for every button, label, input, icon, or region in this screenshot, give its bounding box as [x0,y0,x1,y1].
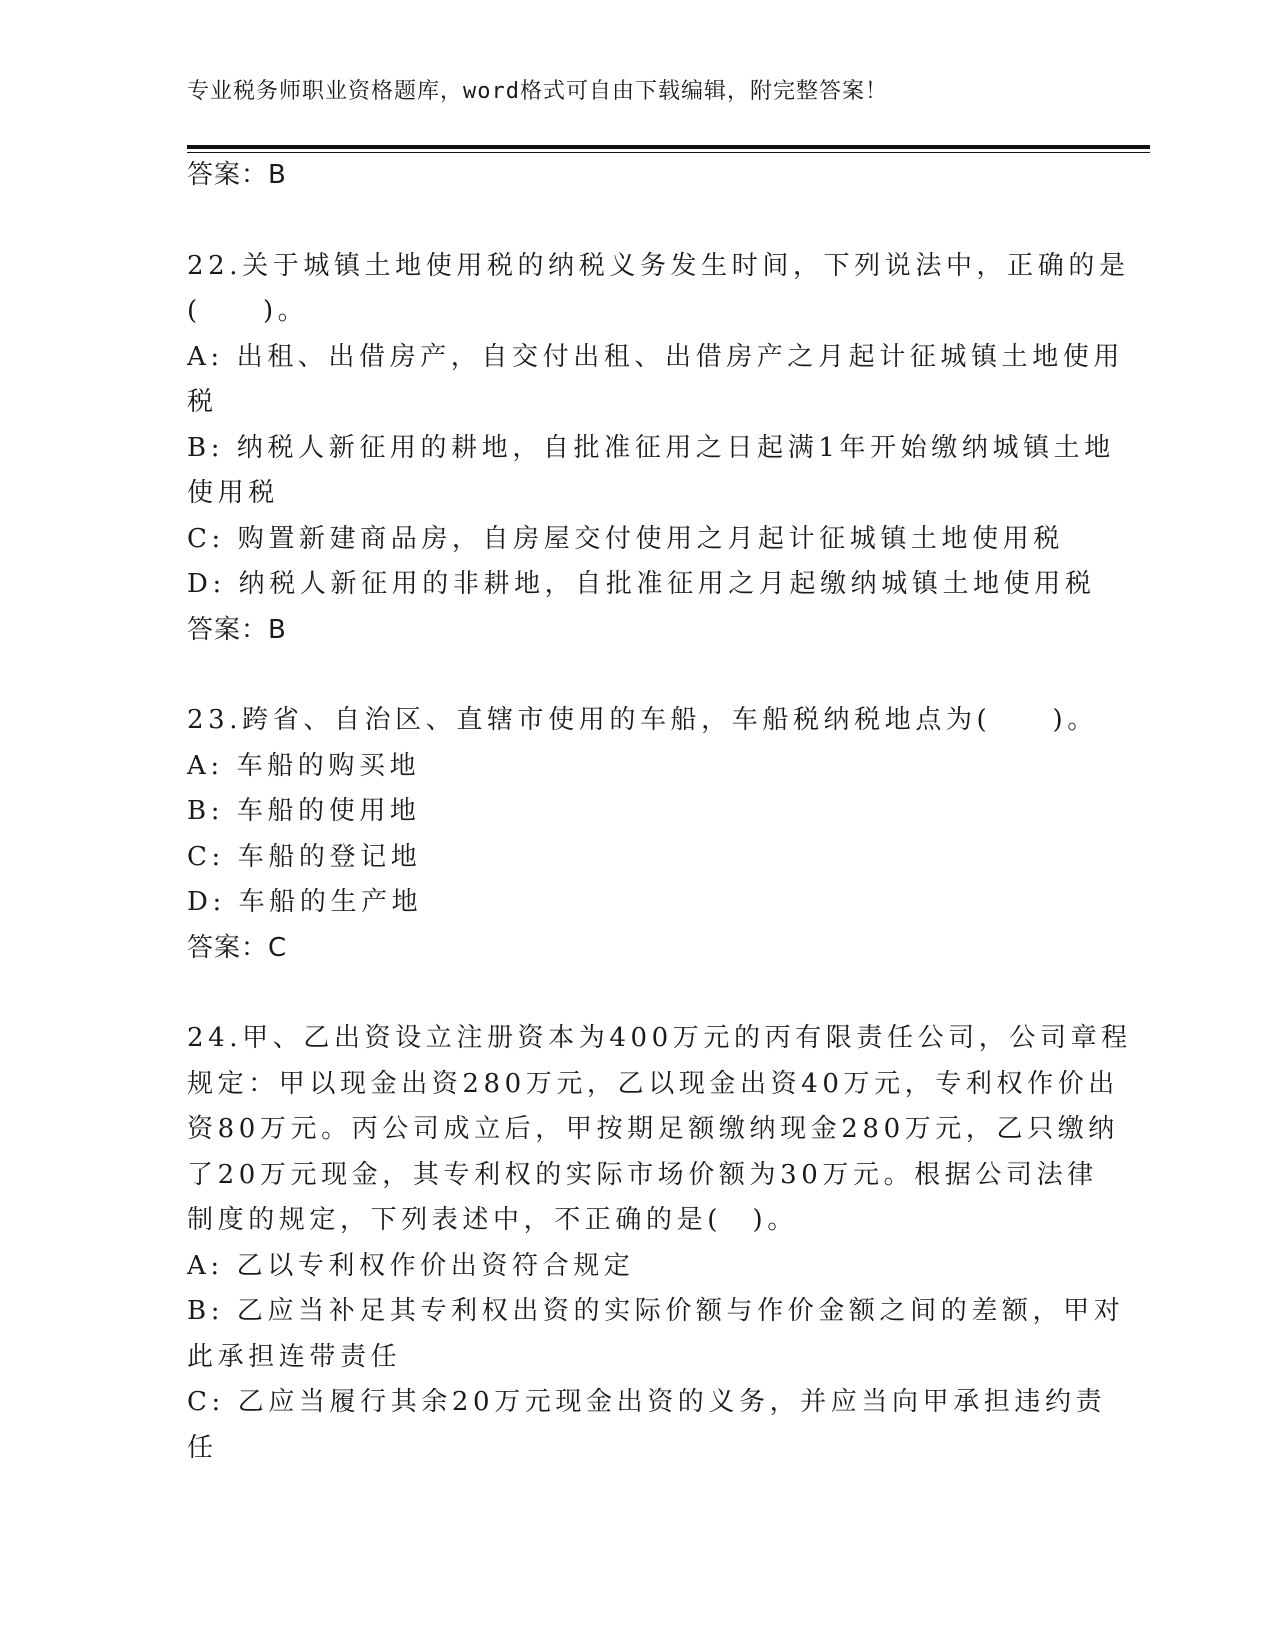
option-b: B: 车船的使用地 [187,796,421,826]
page-header: 专业税务师职业资格题库，word格式可自由下载编辑，附完整答案！ [187,79,888,104]
option-a: A: 车船的购买地 [187,750,421,781]
option-b: B: 纳税人新征用的耕地，自批准征用之日起满1年开始缴纳城镇土地 [187,432,1115,463]
option-b-cont: 使用税 [187,478,279,508]
question-text: 23.跨省、自治区、直辖市使用的车船，车船税纳税地点为( )。 [187,705,1098,735]
question-text: 制度的规定，下列表述中，不正确的是( )。 [187,1205,798,1235]
block-gap [187,653,1087,698]
answer-line: 答案：B [187,160,287,190]
question-22 [187,244,1130,654]
option-b: B: 乙应当补足其专利权出资的实际价额与作价金额之间的差额，甲对 [187,1296,1125,1326]
option-b-cont: 此承担连带责任 [187,1341,402,1372]
option-c: C: 购置新建商品房，自房屋交付使用之月起计征城镇土地使用税 [187,523,1064,554]
block-gap [187,971,1087,1016]
question-content [187,153,1132,1471]
question-text: 资80万元。丙公司成立后，甲按期足额缴纳现金280万元，乙只缴纳 [187,1114,1119,1144]
block-gap [187,199,1087,244]
question-text: 了20万元现金，其专利权的实际市场价额为30万元。根据公司法律 [187,1159,1098,1190]
option-d: D: 车船的生产地 [187,887,423,917]
option-c: C: 乙应当履行其余20万元现金出资的义务，并应当向甲承担违约责 [187,1387,1107,1417]
answer-line: 答案：C [187,932,288,963]
question-text: 22.关于城镇土地使用税的纳税义务发生时间，下列说法中，正确的是 [187,250,1130,281]
answer-block-previous [187,153,1087,199]
option-a: A: 出租、出借房产，自交付出租、出借房产之月起计征城镇土地使用 [187,341,1125,372]
question-24 [187,1016,1132,1471]
option-a: A: 乙以专利权作价出资符合规定 [187,1250,635,1281]
question-text: 24.甲、乙出资设立注册资本为400万元的丙有限责任公司，公司章程 [187,1023,1132,1053]
header-rule-thick [187,145,1150,149]
option-c: C: 车船的登记地 [187,841,422,872]
option-c-cont: 任 [187,1432,218,1463]
option-a-cont: 税 [187,387,218,417]
option-d: D: 纳税人新征用的非耕地，自批准征用之月起缴纳城镇土地使用税 [187,569,1096,599]
question-text: 规定：甲以现金出资280万元，乙以现金出资40万元，专利权作价出 [187,1068,1119,1099]
question-23 [187,698,1098,971]
answer-line: 答案：B [187,614,287,645]
question-text: ( )。 [187,296,309,326]
